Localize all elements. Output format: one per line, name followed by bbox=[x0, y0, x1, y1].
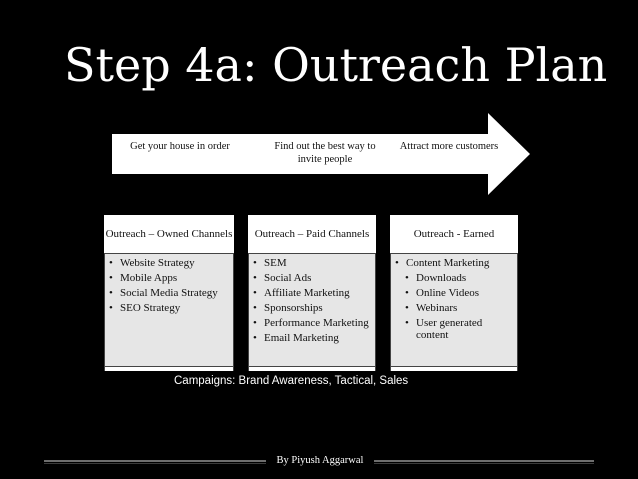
footer-divider-right bbox=[374, 460, 594, 462]
list-item: • Email Marketing bbox=[253, 332, 371, 344]
panel-body bbox=[390, 253, 518, 367]
list-item: • Downloads bbox=[405, 272, 513, 284]
panel-earned bbox=[390, 215, 518, 371]
list-item: • Content Marketing bbox=[395, 257, 513, 269]
list-item: • Mobile Apps bbox=[109, 272, 229, 284]
panel-heading: Outreach - Earned bbox=[413, 227, 495, 240]
earned-list bbox=[395, 257, 513, 341]
byline: By Piyush Aggarwal bbox=[266, 452, 374, 469]
panel-owned-channels bbox=[104, 215, 234, 371]
slide-title: Step 4a: Outreach Plan bbox=[64, 38, 608, 92]
arrow-label-1: Get your house in order bbox=[130, 141, 230, 152]
list-item: • SEO Strategy bbox=[109, 302, 229, 314]
list-item: • Affiliate Marketing bbox=[253, 287, 371, 299]
panel-body bbox=[248, 253, 376, 367]
panel-footer bbox=[390, 367, 518, 371]
list-item: • Online Videos bbox=[405, 287, 513, 299]
panel-heading: Outreach – Paid Channels bbox=[254, 227, 370, 240]
list-item: • Social Media Strategy bbox=[109, 287, 229, 299]
panel-body bbox=[104, 253, 234, 367]
panel-footer bbox=[104, 367, 234, 371]
owned-channels-list bbox=[109, 257, 229, 314]
paid-channels-list bbox=[253, 257, 371, 344]
panel-paid-channels bbox=[248, 215, 376, 371]
arrow-label-3: Attract more customers bbox=[399, 141, 499, 152]
footer-divider-left bbox=[44, 460, 266, 462]
list-item: • SEM bbox=[253, 257, 371, 269]
panel-footer bbox=[248, 367, 376, 371]
panel-heading: Outreach – Owned Channels bbox=[105, 227, 233, 240]
campaigns-caption: Campaigns: Brand Awareness, Tactical, Sales bbox=[174, 375, 409, 387]
list-item: • Social Ads bbox=[253, 272, 371, 284]
arrow-label-2: Find out the best way to invite people bbox=[274, 141, 376, 165]
list-item: • User generated content bbox=[405, 317, 513, 341]
list-item: • Webinars bbox=[405, 302, 513, 314]
list-item: • Sponsorships bbox=[253, 302, 371, 314]
list-item: • Performance Marketing bbox=[253, 317, 371, 329]
list-item: • Website Strategy bbox=[109, 257, 229, 269]
